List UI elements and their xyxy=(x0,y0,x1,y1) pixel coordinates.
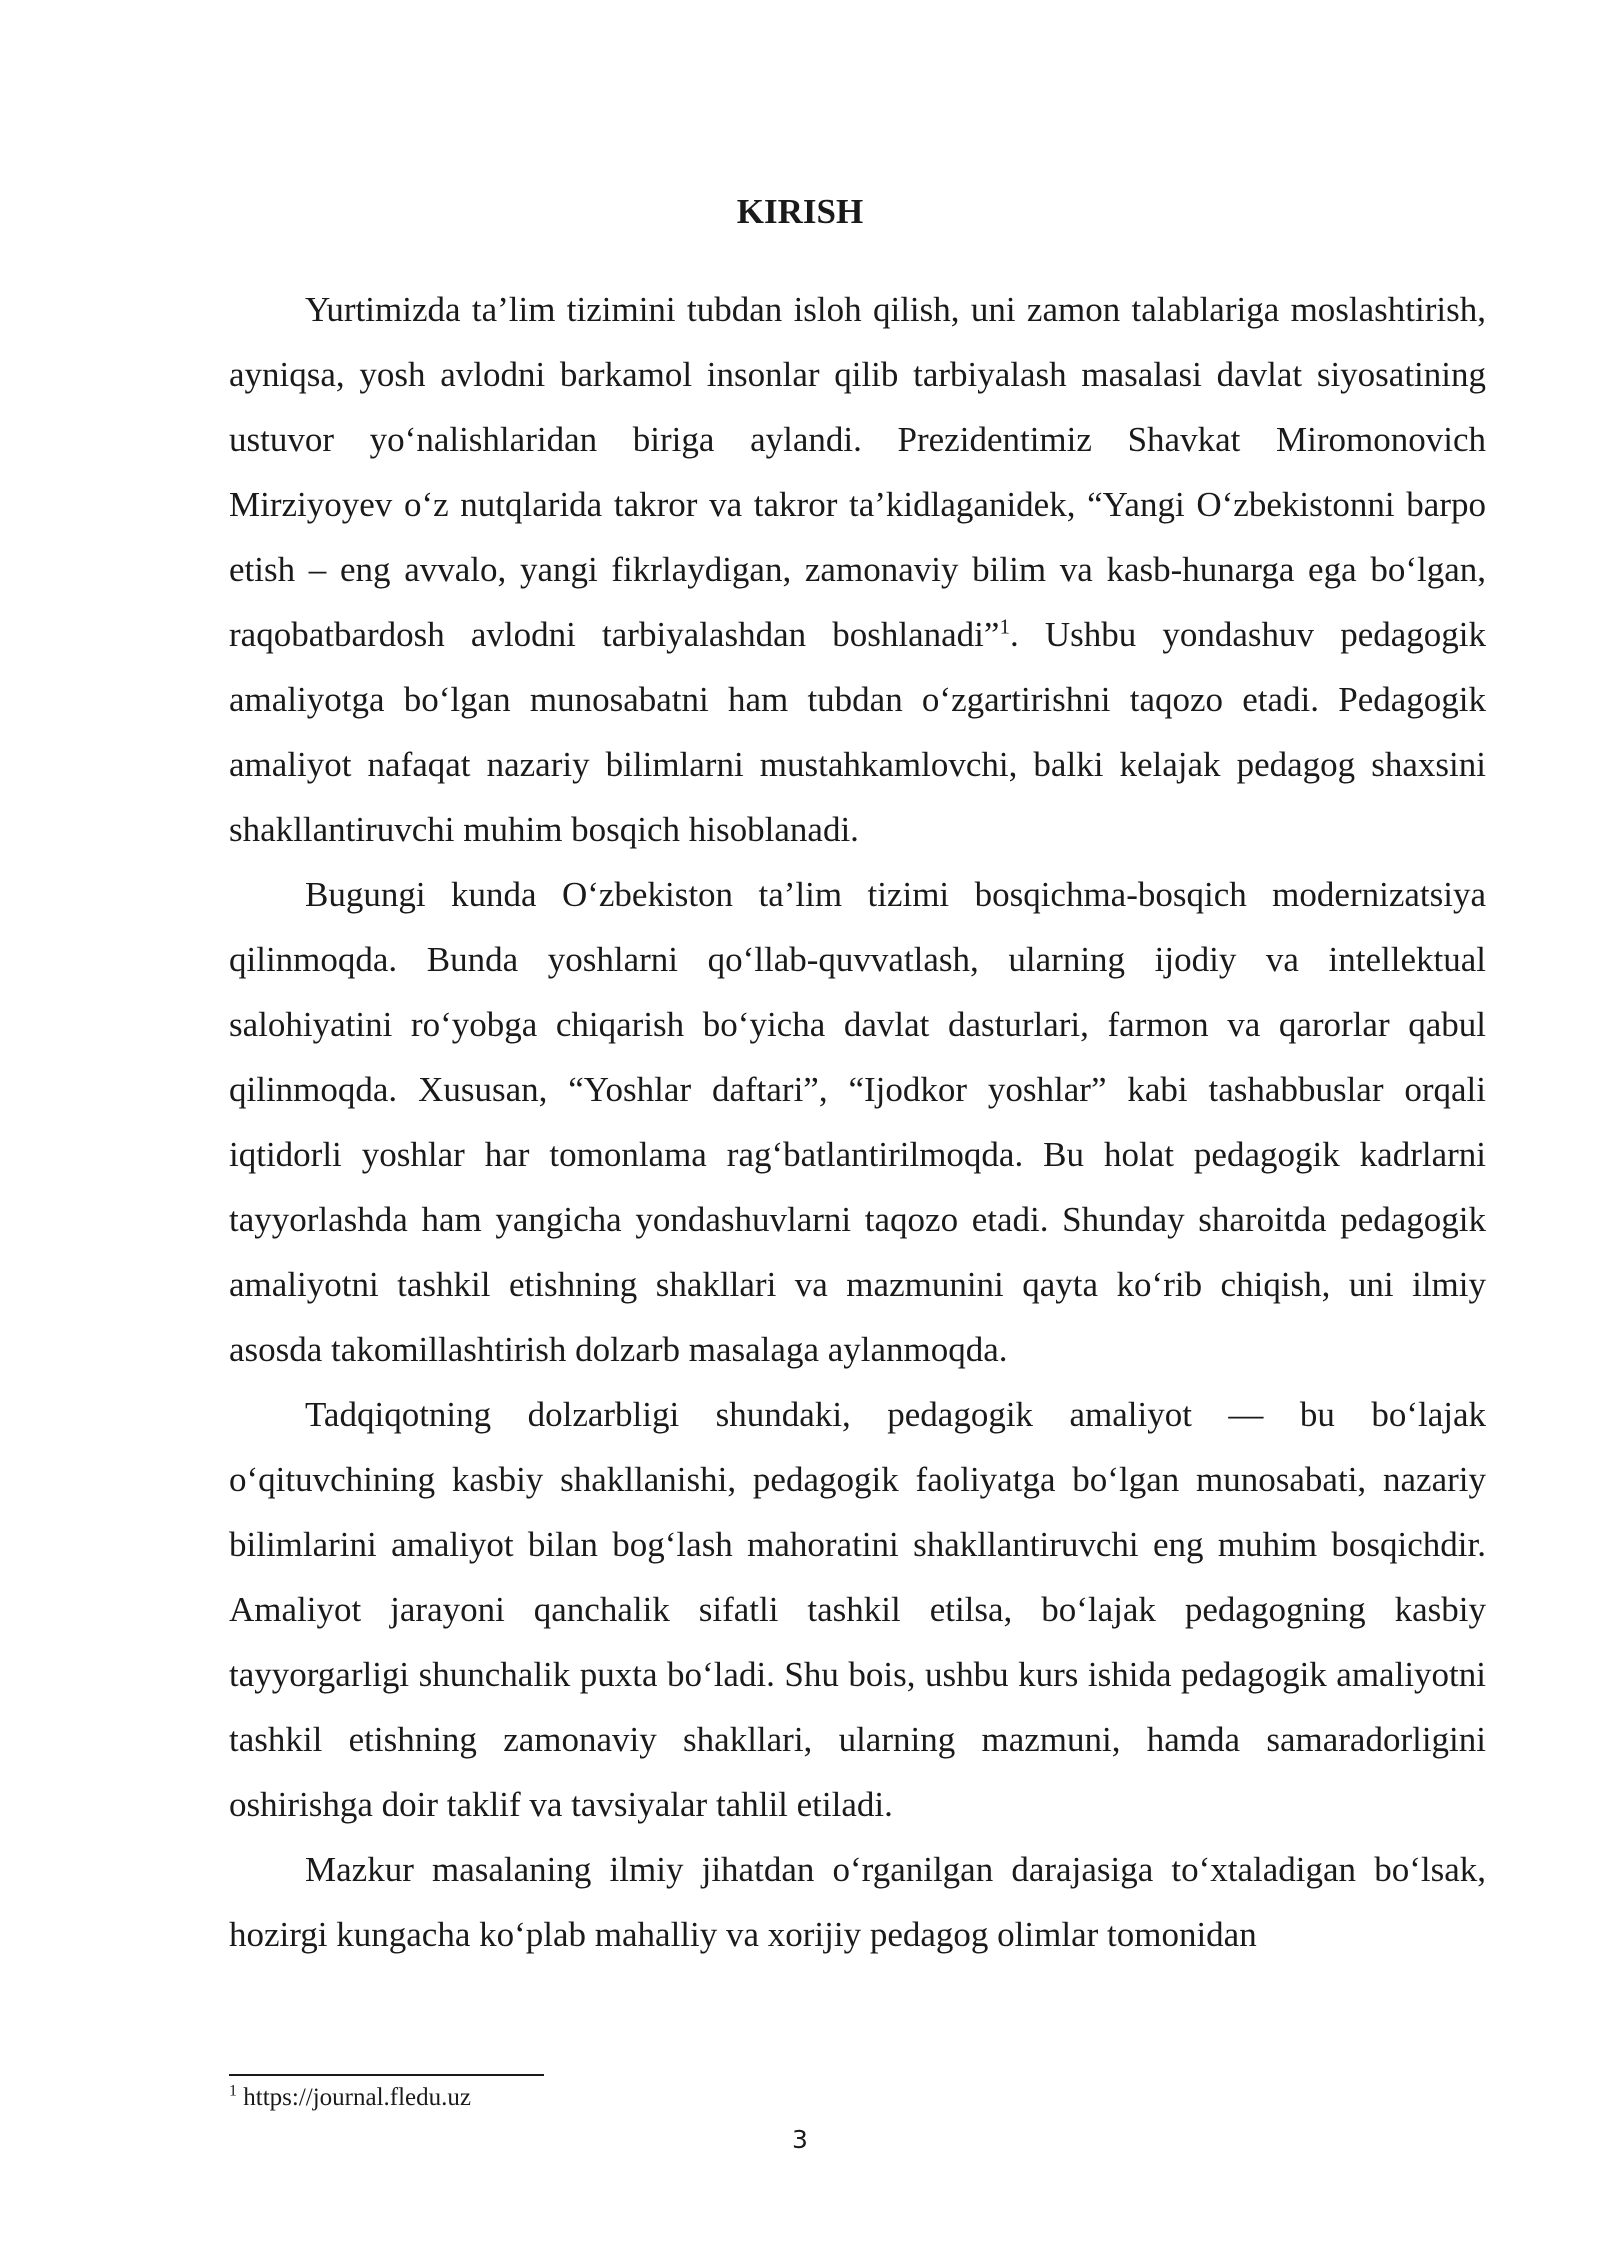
footnote xyxy=(229,2080,471,2116)
paragraph-3: Tadqiqotning dolzarbligi shundaki, pedagogik amaliyot — bu bo‘lajak o‘qituvchining kasbiy shakllanishi, pedagogik faoliyatga bo‘lgan munosabati, nazariy bilimlarini amaliyot bilan bog‘lash mahoratini shakllantiruvchi eng muhim bosqichdir. Amaliyot jarayoni qanchalik sifatli tashkil etilsa, bo‘lajak pedagogning kasbiy tayyorgarligi shunchalik puxta bo‘ladi. Shu bois, ushbu kurs ishida pedagogik amaliyotni tashkil etishning zamonaviy shakllari, ularning mazmuni, hamda samaradorligini oshirishga doir taklif va tavsiyalar tahlil etiladi. xyxy=(229,1395,1486,1824)
paragraph-2: Bugungi kunda O‘zbekiston ta’lim tizimi bosqichma-bosqich modernizatsiya qilinmoqda. Bunda yoshlarni qo‘llab-quvvatlash, ularning ijodiy va intellektual salohiyatini ro‘yobga chiqarish bo‘yicha davlat dasturlari, farmon va qarorlar qabul qilinmoqda. Xususan, “Yoshlar daftari”, “Ijodkor yoshlar” kabi tashabbuslar orqali iqtidorli yoshlar har tomonlama rag‘batlantirilmoqda. Bu holat pedagogik kadrlarni tayyorlashda ham yangicha yondashuvlarni taqozo etadi. Shunday sharoitda pedagogik amaliyotni tashkil etishning shakllari va mazmunini qayta ko‘rib chiqish, uni ilmiy asosda takomillashtirish dolzarb masalaga aylanmoqda. xyxy=(229,875,1486,1369)
paragraph-4: Mazkur masalaning ilmiy jihatdan o‘rganilgan darajasiga to‘xtaladigan bo‘lsak, hozirgi kungacha ko‘plab mahalliy va xorijiy pedagog olimlar tomonidan xyxy=(229,1850,1486,1954)
footnote-number: 1 xyxy=(229,2082,237,2100)
paragraph-1-text: Yurtimizda ta’lim tizimini tubdan isloh qilish, uni zamon talablariga moslashtirish, ayniqsa, yosh avlodni barkamol insonlar qilib tarbiyalash masalasi davlat siyosatining ustuvor yo‘nalishlaridan biriga aylandi. Prezidentimiz Shavkat Miromonovich Mirziyoyev o‘z nutqlarida takror va takror ta’kidlaganidek, “Yangi O‘zbekistonni barpo etish – eng avvalo, yangi fikrlaydigan, zamonaviy bilim va kasb-hunarga ega bo‘lgan, raqobatbardosh avlodni tarbiyalashdan boshlanadi” xyxy=(229,290,1486,654)
footnote-reference[interactable]: 1 xyxy=(999,614,1010,639)
footnote-link[interactable]: https://journal.fledu.uz xyxy=(237,2084,471,2111)
footnote-separator xyxy=(229,2074,544,2076)
paragraph-1-continuation: . Ushbu yondashuv pedagogik amaliyotga bo‘lgan munosabatni ham tubdan o‘zgartirishni taqozo etadi. Pedagogik amaliyot nafaqat nazariy bilimlarni mustahkamlovchi, balki kelajak pedagog shaxsini shakllantiruvchi muhim bosqich hisoblanadi. xyxy=(229,615,1486,849)
section-heading: KIRISH xyxy=(736,192,864,231)
paragraph-1 xyxy=(229,277,1486,862)
body-text xyxy=(229,277,1486,1967)
page-number: 3 xyxy=(792,2125,808,2154)
